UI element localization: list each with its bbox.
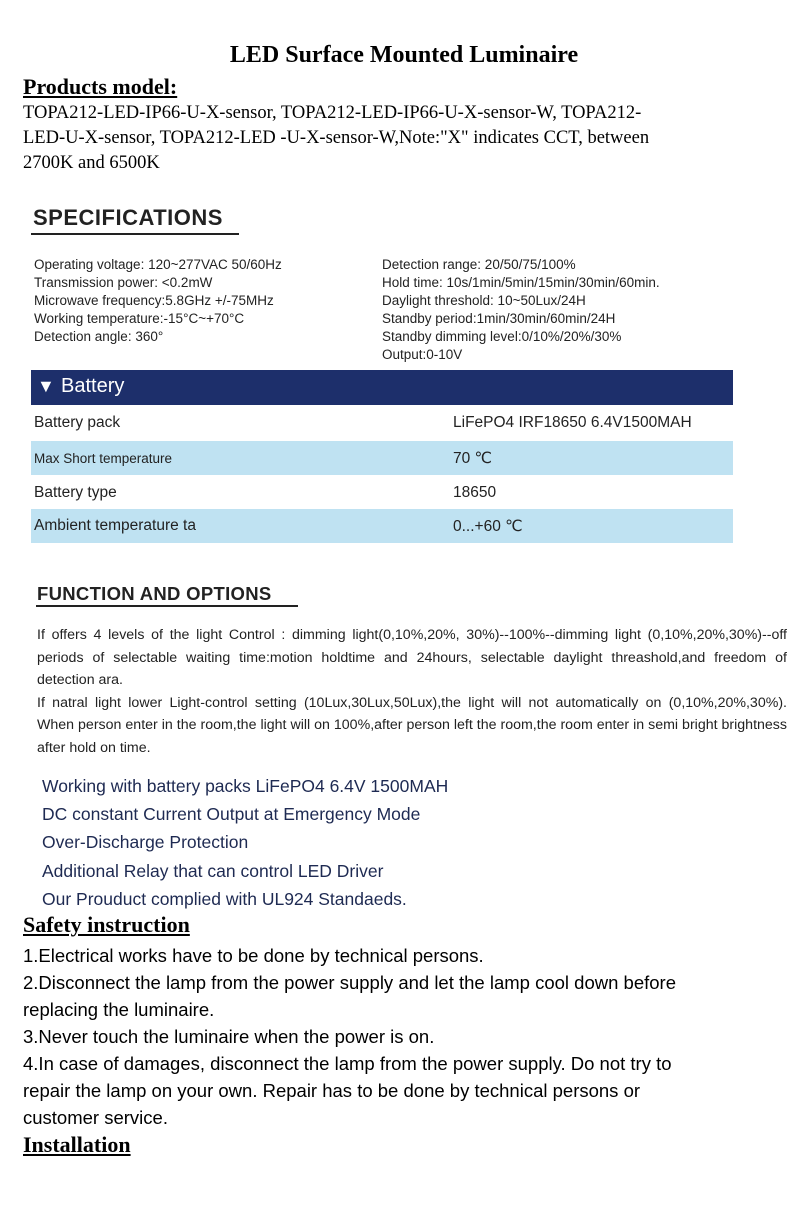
safety-line: 2.Disconnect the lamp from the power supply and let the lamp cool down before [23,972,677,993]
spec-item: Detection range: 20/50/75/100% [382,257,576,272]
battery-row-label: Battery type [34,484,117,501]
spec-item: Output:0-10V [382,347,463,362]
spec-item: Working temperature:-15°C~+70°C [34,311,245,326]
document-title: LED Surface Mounted Luminaire [229,42,579,68]
function-options-heading: FUNCTION AND OPTIONS [37,583,272,604]
list-item: DC constant Current Output at Emergency Mode [42,804,421,825]
battery-row-value: 70 ℃ [453,450,492,467]
battery-row-value: LiFePO4 IRF18650 6.4V1500MAH [453,414,692,431]
list-item: Over-Discharge Protection [42,832,249,853]
battery-table-header [31,370,733,405]
list-item: Additional Relay that can control LED Driver [42,860,384,881]
function-options-underline [36,605,298,607]
battery-table-title: Battery [61,375,125,397]
list-item: Our Prouduct complied with UL924 Standaeds. [42,888,407,909]
spec-item: Standby dimming level:0/10%/20%/30% [382,329,622,344]
spec-item: Microwave frequency:5.8GHz +/-75MHz [34,293,274,308]
battery-row-value: 18650 [453,484,497,501]
list-item: Working with battery packs LiFePO4 6.4V 1500MAH [42,776,449,796]
safety-line: 4.In case of damages, disconnect the lamp from the power supply. Do not try to [23,1053,672,1074]
safety-line: 1.Electrical works have to be done by technical persons. [23,945,484,966]
products-line: TOPA212-LED-IP66-U-X-sensor, TOPA212-LED-IP66-U-X-sensor-W, TOPA212- [23,103,642,123]
products-model-heading: Products model: [23,74,178,99]
battery-row-label: Ambient temperature ta [34,517,196,534]
spec-item: Hold time: 10s/1min/5min/15min/30min/60min. [382,275,660,290]
battery-row-label: Battery pack [34,414,121,431]
table-row [31,509,733,543]
specifications-underline [31,233,239,235]
table-row [31,406,733,440]
safety-instruction-text [23,942,793,1131]
specifications-right-column [382,256,660,364]
spec-item: Daylight threshold: 10~50Lux/24H [382,293,586,308]
triangle-down-icon: ▼ [37,376,55,396]
spec-item: Detection angle: 360° [34,329,164,344]
products-line: LED-U-X-sensor, TOPA212-LED -U-X-sensor-W,Note:"X" indicates CCT, between [23,128,650,148]
safety-line: 3.Never touch the luminaire when the power is on. [23,1026,435,1047]
safety-line: customer service. [23,1107,168,1128]
battery-row-value: 0...+60 ℃ [453,518,523,535]
products-line: 2700K and 6500K [23,153,160,173]
safety-line: replacing the luminaire. [23,999,215,1020]
table-row [31,441,733,475]
specifications-heading: SPECIFICATIONS [33,205,223,230]
table-row [31,476,733,510]
battery-row-label: Max Short temperature [34,451,173,466]
safety-line: repair the lamp on your own. Repair has to be done by technical persons or [23,1080,641,1101]
installation-heading: Installation [23,1132,131,1157]
function-paragraph: If natral light lower Light-control setting (10Lux,30Lux,50Lux),the light will not automatically on (0,10%,20%,30%). When person enter in the room,the light will on 100%,after person left the room,the room enter in semi bright brightness after hold on time. [37,694,787,756]
safety-instruction-heading: Safety instruction [23,912,190,937]
function-description [37,624,787,760]
specifications-left-column [34,256,282,346]
feature-list [42,772,448,913]
spec-item: Standby period:1min/30min/60min/24H [382,311,616,326]
spec-item: Transmission power: <0.2mW [34,275,213,290]
products-model-text [23,101,763,176]
spec-item: Operating voltage: 120~277VAC 50/60Hz [34,257,282,272]
function-paragraph: If offers 4 levels of the light Control : dimming light(0,10%,20%, 30%)--100%--dimming light (0,10%,20%,30%)--off periods of selectable waiting time:motion holdtime and 24hours, selectable daylight threashold,and freedom of detection ara. [37,627,787,689]
